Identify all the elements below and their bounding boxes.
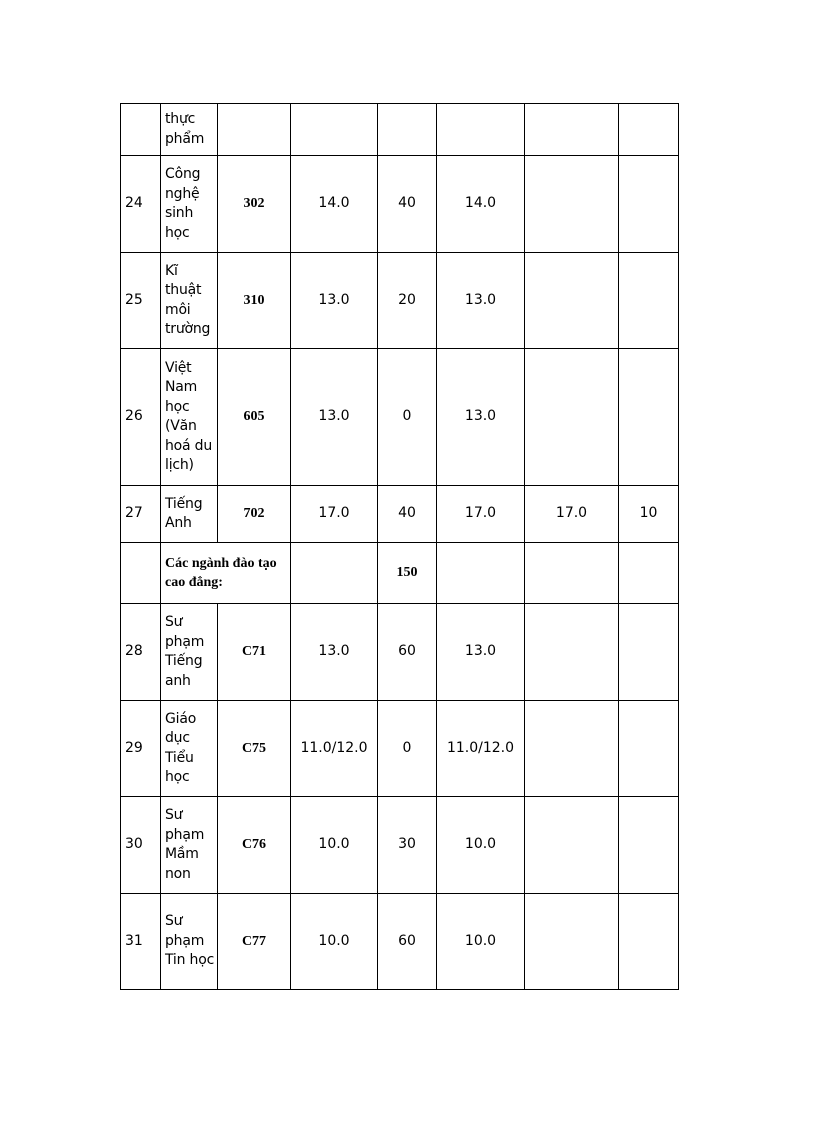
quota-cell (378, 104, 437, 156)
row-number (121, 104, 161, 156)
score2-cell (437, 104, 525, 156)
program-code: C75 (218, 701, 291, 797)
extra-quota-cell (619, 253, 679, 349)
extra-score-cell (525, 797, 619, 894)
program-name: Việt Nam học (Văn hoá du lịch) (161, 349, 218, 486)
table-row (121, 701, 679, 797)
row-number: 24 (121, 156, 161, 253)
program-name: Sư phạm Mầm non (161, 797, 218, 894)
program-code: 310 (218, 253, 291, 349)
score2-cell: 14.0 (437, 156, 525, 253)
empty-cell (437, 543, 525, 604)
program-code: C76 (218, 797, 291, 894)
extra-quota-cell: 10 (619, 486, 679, 543)
row-number: 31 (121, 894, 161, 990)
score2-cell: 17.0 (437, 486, 525, 543)
score-cell: 13.0 (291, 604, 378, 701)
score2-cell: 13.0 (437, 349, 525, 486)
row-number: 26 (121, 349, 161, 486)
quota-cell: 0 (378, 349, 437, 486)
extra-score-cell (525, 104, 619, 156)
admissions-table (120, 103, 679, 990)
extra-score-cell (525, 604, 619, 701)
score-cell (291, 104, 378, 156)
score-cell: 17.0 (291, 486, 378, 543)
extra-score-cell (525, 253, 619, 349)
program-name: Sư phạm Tiếng anh (161, 604, 218, 701)
quota-cell: 0 (378, 701, 437, 797)
score-cell: 11.0/12.0 (291, 701, 378, 797)
row-number: 30 (121, 797, 161, 894)
table-row (121, 797, 679, 894)
extra-quota-cell (619, 701, 679, 797)
score2-cell: 11.0/12.0 (437, 701, 525, 797)
empty-cell (121, 543, 161, 604)
score-cell: 10.0 (291, 797, 378, 894)
extra-score-cell (525, 894, 619, 990)
table-row (121, 604, 679, 701)
row-number: 29 (121, 701, 161, 797)
empty-cell (291, 543, 378, 604)
quota-cell: 20 (378, 253, 437, 349)
extra-quota-cell (619, 349, 679, 486)
score2-cell: 13.0 (437, 604, 525, 701)
section-quota: 150 (378, 543, 437, 604)
program-name: Giáo dục Tiểu học (161, 701, 218, 797)
row-number: 27 (121, 486, 161, 543)
program-code: C71 (218, 604, 291, 701)
program-code: 302 (218, 156, 291, 253)
empty-cell (525, 543, 619, 604)
program-code (218, 104, 291, 156)
extra-score-cell: 17.0 (525, 486, 619, 543)
program-name: Kĩ thuật môi trường (161, 253, 218, 349)
program-code: C77 (218, 894, 291, 990)
empty-cell (619, 543, 679, 604)
program-name: Tiếng Anh (161, 486, 218, 543)
quota-cell: 40 (378, 156, 437, 253)
extra-score-cell (525, 156, 619, 253)
table-row (121, 253, 679, 349)
extra-score-cell (525, 349, 619, 486)
extra-quota-cell (619, 797, 679, 894)
score2-cell: 13.0 (437, 253, 525, 349)
program-code: 702 (218, 486, 291, 543)
extra-score-cell (525, 701, 619, 797)
program-name: Công nghệ sinh học (161, 156, 218, 253)
extra-quota-cell (619, 604, 679, 701)
row-number: 25 (121, 253, 161, 349)
score2-cell: 10.0 (437, 894, 525, 990)
score-cell: 14.0 (291, 156, 378, 253)
quota-cell: 30 (378, 797, 437, 894)
score2-cell: 10.0 (437, 797, 525, 894)
table-row (121, 156, 679, 253)
table-row (121, 486, 679, 543)
table-row (121, 894, 679, 990)
table-row (121, 104, 679, 156)
program-name: Sư phạm Tin học (161, 894, 218, 990)
program-code: 605 (218, 349, 291, 486)
quota-cell: 40 (378, 486, 437, 543)
table-row (121, 349, 679, 486)
quota-cell: 60 (378, 604, 437, 701)
row-number: 28 (121, 604, 161, 701)
extra-quota-cell (619, 894, 679, 990)
score-cell: 13.0 (291, 253, 378, 349)
extra-quota-cell (619, 104, 679, 156)
section-row (121, 543, 679, 604)
score-cell: 10.0 (291, 894, 378, 990)
extra-quota-cell (619, 156, 679, 253)
score-cell: 13.0 (291, 349, 378, 486)
quota-cell: 60 (378, 894, 437, 990)
program-name: thực phẩm (161, 104, 218, 156)
section-title: Các ngành đào tạo cao đẳng: (161, 543, 291, 604)
